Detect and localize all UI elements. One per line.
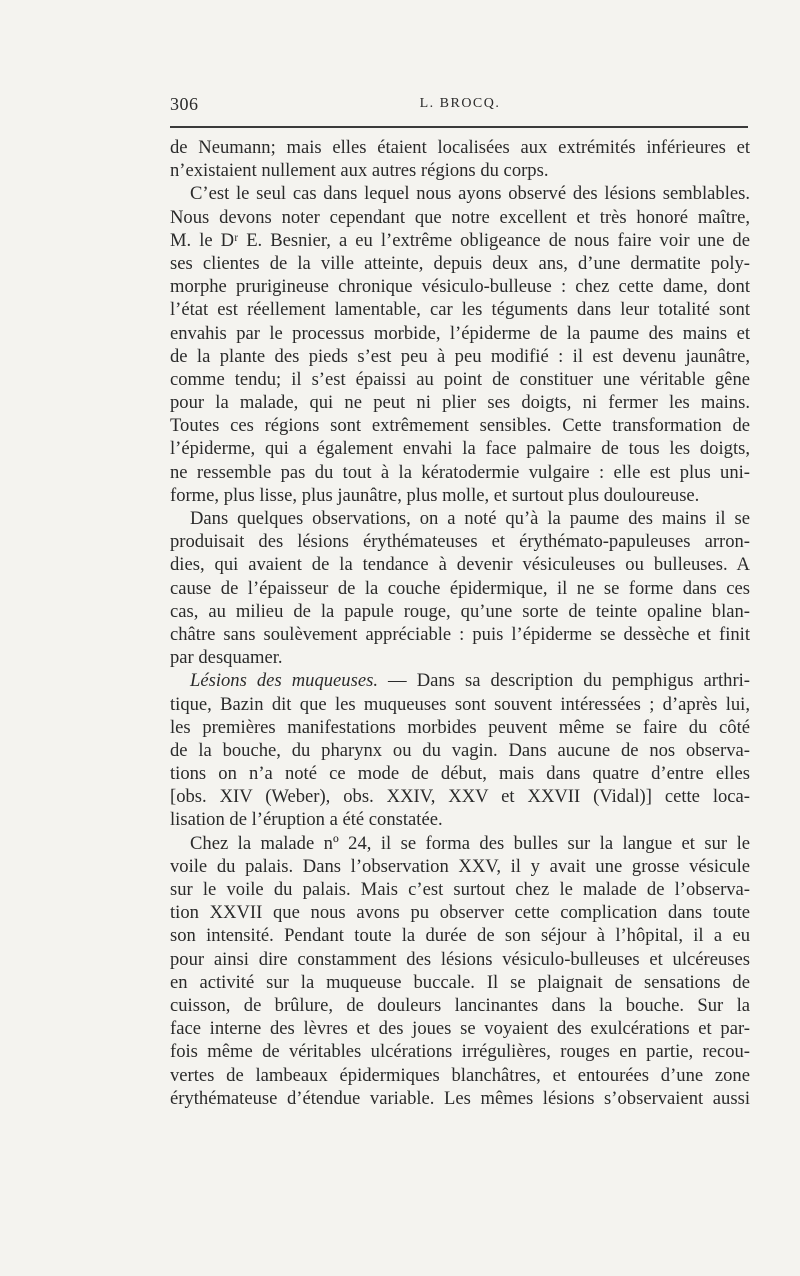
text-line: tions on n’a noté ce mode de début, mais dans quatre d’entre elles xyxy=(170,763,750,785)
text-line: les premières manifestations morbides peuvent même se faire du côté xyxy=(170,716,750,738)
text-line: M. le Dʳ E. Besnier, a eu l’extrême obligeance de nous faire voir une de xyxy=(170,229,750,251)
text-line: ne ressemble pas du tout à la kératodermie vulgaire : elle est plus uni- xyxy=(170,461,750,483)
text-line: dies, qui avaient de la tendance à devenir vésiculeuses ou bulleuses. A xyxy=(170,554,750,576)
text-line xyxy=(170,669,750,692)
text-line: morphe prurigineuse chronique vésiculo-bulleuse : chez cette dame, dont xyxy=(170,276,750,298)
text-line: pour ainsi dire constamment des lésions vésiculo-bulleuses et ulcéreuses xyxy=(170,948,750,970)
text-line: de Neumann; mais elles étaient localisées aux extrémités inférieures et xyxy=(170,137,750,158)
text-line: de la plante des pieds s’est peu à peu modifié : il est devenu jaunâtre, xyxy=(170,345,750,367)
text-line: Nous devons noter cependant que notre excellent et très honoré maître, xyxy=(170,206,750,228)
text-line: tique, Bazin dit que les muqueuses sont souvent intéressées ; d’après lui, xyxy=(170,693,750,715)
text-line: Toutes ces régions sont extrêmement sensibles. Cette transformation de xyxy=(170,415,750,437)
text-line: l’état est réellement lamentable, car les téguments dans leur totalité sont xyxy=(170,299,750,321)
text-line: n’existaient nullement aux autres régions du corps. xyxy=(170,160,549,182)
text-line: [obs. XIV (Weber), obs. XXIV, XXV et XXVII (Vidal)] cette loca- xyxy=(170,786,750,808)
text-line: vertes de lambeaux épidermiques blanchâtres, et entourées d’une zone xyxy=(170,1064,750,1086)
text-line: envahis par le processus morbide, l’épiderme de la paume des mains et xyxy=(170,322,750,344)
text-line: lisation de l’éruption a été constatée. xyxy=(170,809,443,831)
text-line: C’est le seul cas dans lequel nous ayons observé des lésions semblables. xyxy=(190,183,750,205)
text-line: pour la malade, qui ne peut ni plier ses doigts, ni fermer les mains. xyxy=(170,392,750,414)
line-text: — Dans sa description du pemphigus arthri- xyxy=(377,670,750,692)
italic-heading: Lésions des muqueuses. xyxy=(190,670,378,692)
text-line: l’épiderme, qui a également envahi la face palmaire de tous les doigts, xyxy=(170,438,750,460)
running-title: L. BROCQ. xyxy=(419,96,501,111)
text-line: voile du palais. Dans l’observation XXV, il y avait une grosse vésicule xyxy=(170,855,750,877)
text-line: son intensité. Pendant toute la durée de son séjour à l’hôpital, il a eu xyxy=(170,925,750,947)
header-rule xyxy=(170,126,748,128)
text-line: cas, au milieu de la papule rouge, qu’une sorte de teinte opaline blan- xyxy=(170,600,750,622)
body-text xyxy=(170,136,750,1110)
text-line: de la bouche, du pharynx ou du vagin. Dans aucune de nos observa- xyxy=(170,739,750,761)
text-line: face interne des lèvres et des joues se voyaient des exulcérations et par- xyxy=(170,1018,750,1040)
text-line: érythémateuse d’étendue variable. Les mêmes lésions s’observaient aussi xyxy=(170,1087,750,1109)
text-line: par desquamer. xyxy=(170,647,283,669)
running-head xyxy=(170,94,750,124)
text-line: ses clientes de la ville atteinte, depuis deux ans, d’une dermatite poly- xyxy=(170,252,750,274)
text-line: fois même de véritables ulcérations irrégulières, rouges en partie, recou- xyxy=(170,1041,750,1063)
text-line: tion XXVII que nous avons pu observer cette complication dans toute xyxy=(170,902,750,924)
text-line: produisait des lésions érythémateuses et érythémato-papuleuses arron- xyxy=(170,531,750,553)
text-line: forme, plus lisse, plus jaunâtre, plus molle, et surtout plus douloureuse. xyxy=(170,484,700,506)
page-number: 306 xyxy=(170,94,199,114)
text-line: sur le voile du palais. Mais c’est surtout chez le malade de l’observa- xyxy=(170,879,750,900)
text-line: Dans quelques observations, on a noté qu’à la paume des mains il se xyxy=(190,508,750,529)
text-line: châtre sans soulèvement appréciable : puis l’épiderme se dessèche et finit xyxy=(170,623,750,645)
text-line: cuisson, de brûlure, de douleurs lancinantes dans la bouche. Sur la xyxy=(170,994,750,1016)
text-line: comme tendu; il s’est épaissi au point de constituer une véritable gêne xyxy=(170,368,750,390)
text-line: cause de l’épaisseur de la couche épidermique, il ne se forme dans ces xyxy=(170,577,750,599)
text-line: en activité sur la muqueuse buccale. Il se plaignait de sensations de xyxy=(170,971,750,993)
text-line: Chez la malade nº 24, il se forma des bulles sur la langue et sur le xyxy=(190,832,750,854)
